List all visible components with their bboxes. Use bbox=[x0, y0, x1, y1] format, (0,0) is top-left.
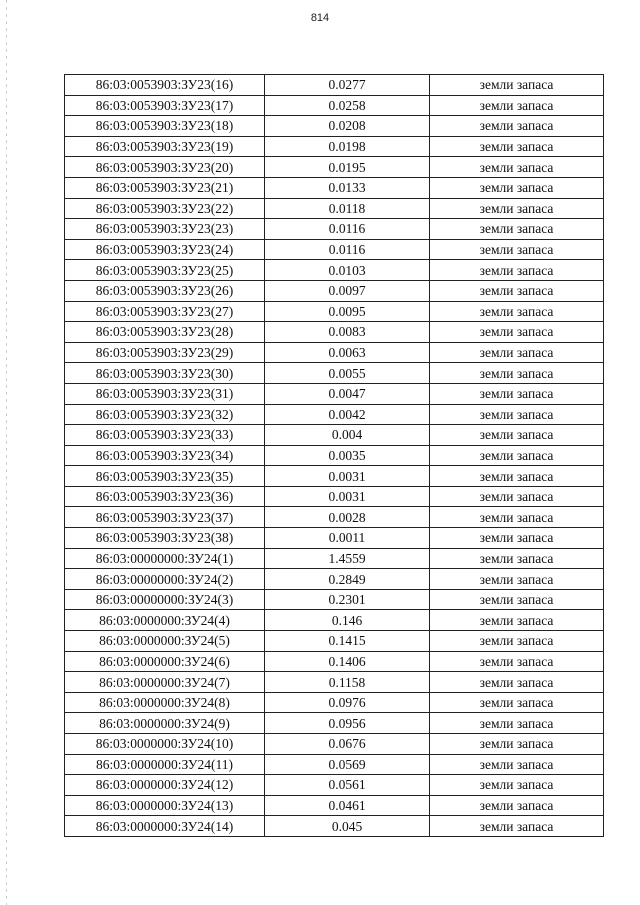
land-category-cell: земли запаса bbox=[430, 363, 604, 384]
land-category-cell: земли запаса bbox=[430, 507, 604, 528]
table-row bbox=[65, 692, 604, 713]
land-category-cell: земли запаса bbox=[430, 280, 604, 301]
land-category-cell: земли запаса bbox=[430, 445, 604, 466]
land-category-cell: земли запаса bbox=[430, 589, 604, 610]
area-cell: 0.0116 bbox=[265, 239, 430, 260]
cadastral-number-cell: 86:03:0053903:ЗУ23(37) bbox=[65, 507, 265, 528]
land-category-cell: земли запаса bbox=[430, 816, 604, 837]
area-cell: 0.1406 bbox=[265, 651, 430, 672]
area-cell: 0.0976 bbox=[265, 692, 430, 713]
table-row bbox=[65, 610, 604, 631]
table-row bbox=[65, 177, 604, 198]
cadastral-number-cell: 86:03:0000000:ЗУ24(4) bbox=[65, 610, 265, 631]
area-cell: 0.0208 bbox=[265, 116, 430, 137]
cadastral-number-cell: 86:03:0053903:ЗУ23(33) bbox=[65, 425, 265, 446]
table-row bbox=[65, 507, 604, 528]
land-category-cell: земли запаса bbox=[430, 425, 604, 446]
area-cell: 1.4559 bbox=[265, 548, 430, 569]
area-cell: 0.0011 bbox=[265, 528, 430, 549]
land-category-cell: земли запаса bbox=[430, 177, 604, 198]
land-category-cell: земли запаса bbox=[430, 260, 604, 281]
table-row bbox=[65, 404, 604, 425]
table-row bbox=[65, 775, 604, 796]
table-row bbox=[65, 260, 604, 281]
cadastral-number-cell: 86:03:0053903:ЗУ23(31) bbox=[65, 383, 265, 404]
area-cell: 0.0097 bbox=[265, 280, 430, 301]
area-cell: 0.045 bbox=[265, 816, 430, 837]
cadastral-number-cell: 86:03:0053903:ЗУ23(35) bbox=[65, 466, 265, 487]
land-category-cell: земли запаса bbox=[430, 219, 604, 240]
area-cell: 0.2849 bbox=[265, 569, 430, 590]
page-number: 814 bbox=[310, 12, 330, 24]
cadastral-number-cell: 86:03:0000000:ЗУ24(13) bbox=[65, 795, 265, 816]
cadastral-number-cell: 86:03:0000000:ЗУ24(11) bbox=[65, 754, 265, 775]
table-row bbox=[65, 548, 604, 569]
cadastral-number-cell: 86:03:0053903:ЗУ23(27) bbox=[65, 301, 265, 322]
area-cell: 0.0083 bbox=[265, 322, 430, 343]
area-cell: 0.0461 bbox=[265, 795, 430, 816]
cadastral-number-cell: 86:03:0053903:ЗУ23(22) bbox=[65, 198, 265, 219]
land-category-cell: земли запаса bbox=[430, 795, 604, 816]
cadastral-number-cell: 86:03:0053903:ЗУ23(26) bbox=[65, 280, 265, 301]
table-row bbox=[65, 651, 604, 672]
area-cell: 0.0956 bbox=[265, 713, 430, 734]
area-cell: 0.0118 bbox=[265, 198, 430, 219]
table-row bbox=[65, 198, 604, 219]
cadastral-number-cell: 86:03:0053903:ЗУ23(38) bbox=[65, 528, 265, 549]
table-row bbox=[65, 383, 604, 404]
table-row bbox=[65, 219, 604, 240]
cadastral-number-cell: 86:03:0053903:ЗУ23(25) bbox=[65, 260, 265, 281]
table-row bbox=[65, 528, 604, 549]
area-cell: 0.004 bbox=[265, 425, 430, 446]
table-row bbox=[65, 157, 604, 178]
area-cell: 0.146 bbox=[265, 610, 430, 631]
land-category-cell: земли запаса bbox=[430, 157, 604, 178]
table-row bbox=[65, 713, 604, 734]
cadastral-number-cell: 86:03:0053903:ЗУ23(34) bbox=[65, 445, 265, 466]
table-row bbox=[65, 754, 604, 775]
cadastral-number-cell: 86:03:0053903:ЗУ23(24) bbox=[65, 239, 265, 260]
table-row bbox=[65, 280, 604, 301]
area-cell: 0.0031 bbox=[265, 466, 430, 487]
cadastral-number-cell: 86:03:0053903:ЗУ23(32) bbox=[65, 404, 265, 425]
table-row bbox=[65, 816, 604, 837]
area-cell: 0.0198 bbox=[265, 136, 430, 157]
table-row bbox=[65, 301, 604, 322]
area-cell: 0.0195 bbox=[265, 157, 430, 178]
cadastral-number-cell: 86:03:0053903:ЗУ23(20) bbox=[65, 157, 265, 178]
land-category-cell: земли запаса bbox=[430, 342, 604, 363]
land-category-cell: земли запаса bbox=[430, 734, 604, 755]
land-category-cell: земли запаса bbox=[430, 610, 604, 631]
table-row bbox=[65, 589, 604, 610]
area-cell: 0.0035 bbox=[265, 445, 430, 466]
cadastral-number-cell: 86:03:0053903:ЗУ23(30) bbox=[65, 363, 265, 384]
area-cell: 0.0561 bbox=[265, 775, 430, 796]
cadastral-number-cell: 86:03:0053903:ЗУ23(36) bbox=[65, 486, 265, 507]
land-category-cell: земли запаса bbox=[430, 672, 604, 693]
cadastral-number-cell: 86:03:0053903:ЗУ23(17) bbox=[65, 95, 265, 116]
area-cell: 0.1158 bbox=[265, 672, 430, 693]
table-row bbox=[65, 75, 604, 96]
cadastral-number-cell: 86:03:0000000:ЗУ24(6) bbox=[65, 651, 265, 672]
area-cell: 0.0095 bbox=[265, 301, 430, 322]
land-category-cell: земли запаса bbox=[430, 75, 604, 96]
table-body bbox=[65, 75, 604, 837]
cadastral-number-cell: 86:03:00000000:ЗУ24(1) bbox=[65, 548, 265, 569]
area-cell: 0.0676 bbox=[265, 734, 430, 755]
table-row bbox=[65, 569, 604, 590]
area-cell: 0.0055 bbox=[265, 363, 430, 384]
area-cell: 0.0047 bbox=[265, 383, 430, 404]
land-category-cell: земли запаса bbox=[430, 651, 604, 672]
area-cell: 0.0031 bbox=[265, 486, 430, 507]
table-row bbox=[65, 672, 604, 693]
table-row bbox=[65, 116, 604, 137]
table-row bbox=[65, 322, 604, 343]
area-cell: 0.0569 bbox=[265, 754, 430, 775]
land-category-cell: земли запаса bbox=[430, 136, 604, 157]
table-row bbox=[65, 425, 604, 446]
land-category-cell: земли запаса bbox=[430, 486, 604, 507]
land-category-cell: земли запаса bbox=[430, 466, 604, 487]
table-row bbox=[65, 734, 604, 755]
land-category-cell: земли запаса bbox=[430, 692, 604, 713]
area-cell: 0.2301 bbox=[265, 589, 430, 610]
area-cell: 0.0116 bbox=[265, 219, 430, 240]
land-category-cell: земли запаса bbox=[430, 713, 604, 734]
table-row bbox=[65, 342, 604, 363]
area-cell: 0.0063 bbox=[265, 342, 430, 363]
land-category-cell: земли запаса bbox=[430, 383, 604, 404]
table-row bbox=[65, 363, 604, 384]
area-cell: 0.0103 bbox=[265, 260, 430, 281]
land-category-cell: земли запаса bbox=[430, 631, 604, 652]
land-category-cell: земли запаса bbox=[430, 528, 604, 549]
cadastral-number-cell: 86:03:0000000:ЗУ24(12) bbox=[65, 775, 265, 796]
land-category-cell: земли запаса bbox=[430, 404, 604, 425]
scan-edge-line bbox=[6, 0, 7, 905]
area-cell: 0.1415 bbox=[265, 631, 430, 652]
land-category-cell: земли запаса bbox=[430, 239, 604, 260]
table-row bbox=[65, 445, 604, 466]
land-category-cell: земли запаса bbox=[430, 569, 604, 590]
area-cell: 0.0028 bbox=[265, 507, 430, 528]
table-row bbox=[65, 631, 604, 652]
land-parcel-table bbox=[64, 74, 604, 837]
cadastral-number-cell: 86:03:0053903:ЗУ23(29) bbox=[65, 342, 265, 363]
land-category-cell: земли запаса bbox=[430, 301, 604, 322]
cadastral-number-cell: 86:03:0000000:ЗУ24(5) bbox=[65, 631, 265, 652]
cadastral-number-cell: 86:03:00000000:ЗУ24(2) bbox=[65, 569, 265, 590]
land-category-cell: земли запаса bbox=[430, 322, 604, 343]
cadastral-number-cell: 86:03:0000000:ЗУ24(8) bbox=[65, 692, 265, 713]
cadastral-number-cell: 86:03:00000000:ЗУ24(3) bbox=[65, 589, 265, 610]
area-cell: 0.0042 bbox=[265, 404, 430, 425]
land-category-cell: земли запаса bbox=[430, 95, 604, 116]
cadastral-number-cell: 86:03:0053903:ЗУ23(28) bbox=[65, 322, 265, 343]
land-category-cell: земли запаса bbox=[430, 775, 604, 796]
table-row bbox=[65, 239, 604, 260]
table-row bbox=[65, 95, 604, 116]
cadastral-number-cell: 86:03:0053903:ЗУ23(19) bbox=[65, 136, 265, 157]
cadastral-number-cell: 86:03:0000000:ЗУ24(14) bbox=[65, 816, 265, 837]
area-cell: 0.0258 bbox=[265, 95, 430, 116]
cadastral-number-cell: 86:03:0053903:ЗУ23(21) bbox=[65, 177, 265, 198]
land-category-cell: земли запаса bbox=[430, 116, 604, 137]
cadastral-number-cell: 86:03:0053903:ЗУ23(18) bbox=[65, 116, 265, 137]
land-category-cell: земли запаса bbox=[430, 754, 604, 775]
cadastral-number-cell: 86:03:0000000:ЗУ24(9) bbox=[65, 713, 265, 734]
area-cell: 0.0277 bbox=[265, 75, 430, 96]
table-row bbox=[65, 795, 604, 816]
table-row bbox=[65, 136, 604, 157]
land-category-cell: земли запаса bbox=[430, 548, 604, 569]
table-row bbox=[65, 466, 604, 487]
cadastral-number-cell: 86:03:0053903:ЗУ23(16) bbox=[65, 75, 265, 96]
cadastral-number-cell: 86:03:0053903:ЗУ23(23) bbox=[65, 219, 265, 240]
cadastral-number-cell: 86:03:0000000:ЗУ24(10) bbox=[65, 734, 265, 755]
table-row bbox=[65, 486, 604, 507]
cadastral-number-cell: 86:03:0000000:ЗУ24(7) bbox=[65, 672, 265, 693]
land-category-cell: земли запаса bbox=[430, 198, 604, 219]
area-cell: 0.0133 bbox=[265, 177, 430, 198]
